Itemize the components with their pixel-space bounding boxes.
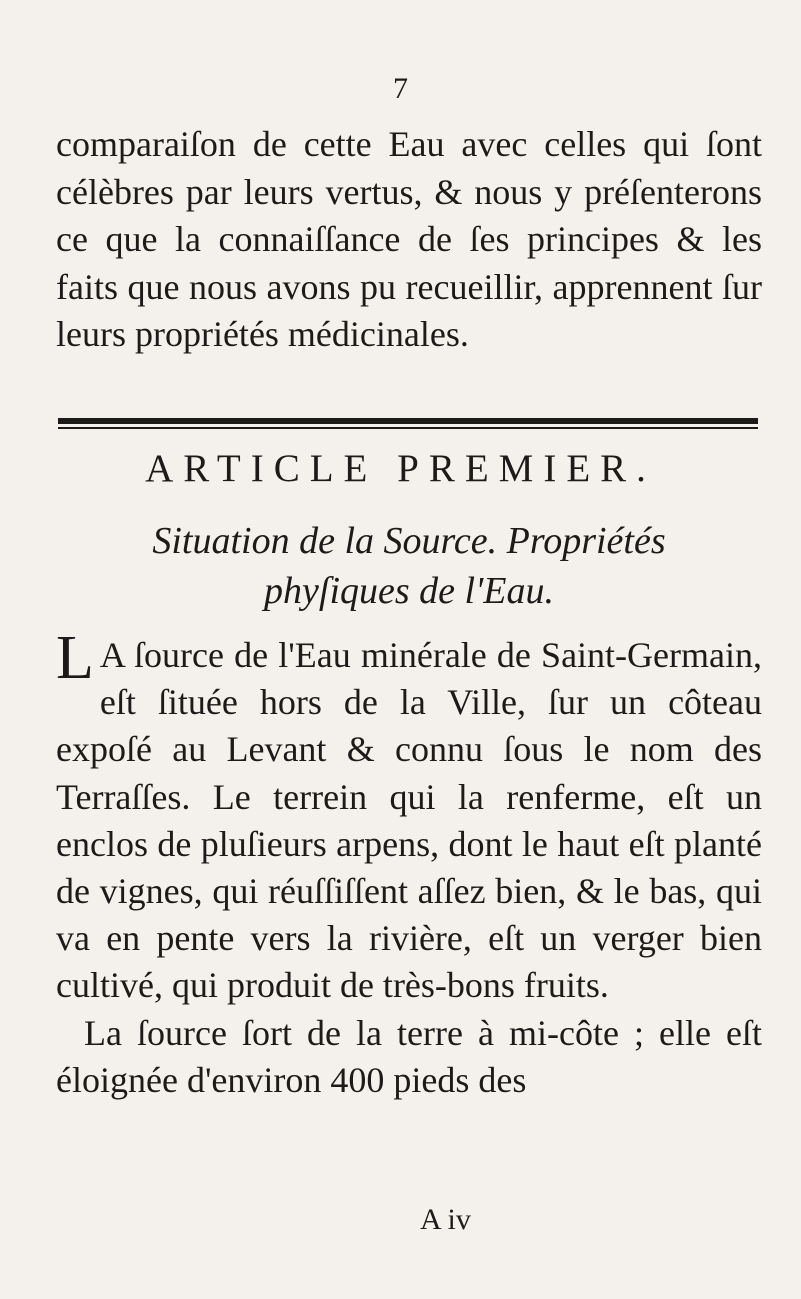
divider-thick-line (58, 418, 758, 424)
drop-cap: L (56, 624, 94, 692)
opening-paragraph: comparaiſon de cette Eau avec celles qui ſont célèbres par leurs vertus, & nous y préſenterons ce que la connaiſſance de ſes principes & les faits que nous avons pu recueillir, apprennent ſur leurs propriétés médicinales. (56, 124, 762, 354)
subheading-line-1: Situation de la Source. Propriétés (152, 520, 666, 562)
article-heading: ARTICLE PREMIER. (145, 447, 656, 490)
body-paragraph-2: La ſource ſort de la terre à mi-côte ; elle eſt éloignée d'environ 400 pieds des (56, 1012, 762, 1100)
subheading-line-2: phyſiques de l'Eau. (264, 570, 554, 612)
signature-mark: A iv (420, 1203, 471, 1236)
body-paragraph-1 (56, 624, 762, 1010)
body-paragraph-1-text: A ſource de l'Eau minérale de Saint-Germain, eſt ſituée hors de la Ville, ſur un côteau expoſé au Levant & connu ſous le nom des Terraſſes. Le terrein qui la renferme, eſt un enclos de pluſieurs arpens, dont le haut eſt planté de vignes, qui réuſſiſſent aſſez bien, & le bas, qui va en pente vers la rivière, eſt un verger bien cultivé, qui produit de très-bons fruits. (56, 635, 762, 1006)
article-body (56, 624, 762, 1104)
section-divider (58, 418, 758, 430)
divider-thin-line (58, 427, 758, 429)
page-number: 7 (393, 72, 408, 105)
